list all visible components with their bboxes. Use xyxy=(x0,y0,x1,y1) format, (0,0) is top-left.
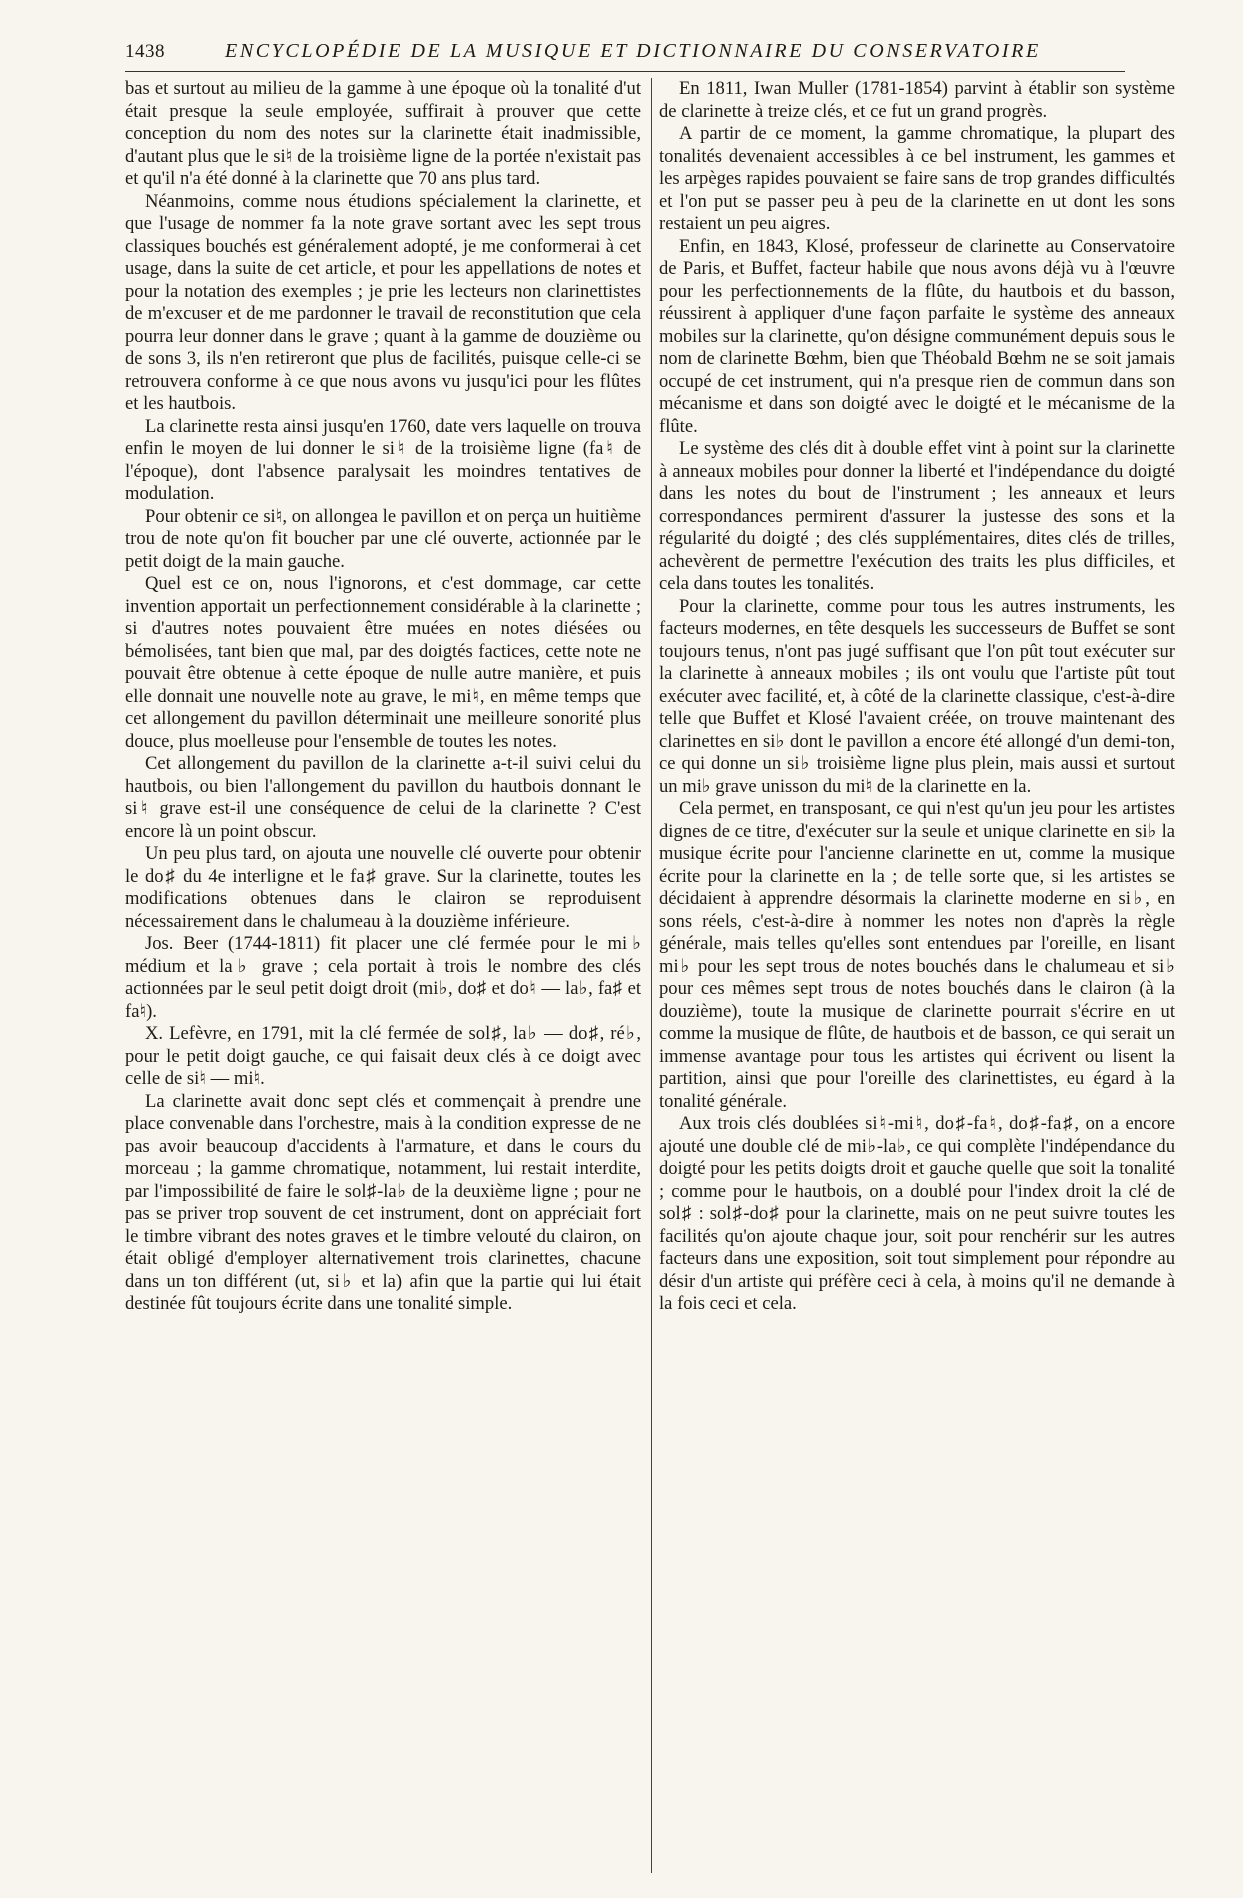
page-number: 1438 xyxy=(125,41,165,62)
paragraph: Cet allongement du pavillon de la clarinette a-t-il suivi celui du hautbois, ou bien l'allongement du pavillon du hautbois donnant le si♮ grave est-il une conséquence de celui de la clarinette ? C'est encore là un point obscur. xyxy=(125,753,641,842)
paragraph: X. Lefèvre, en 1791, mit la clé fermée de sol♯, la♭ — do♯, ré♭, pour le petit doigt gauche, ce qui faisait deux clés à ce doigt avec celle de si♮ — mi♮. xyxy=(125,1023,641,1089)
paragraph: Jos. Beer (1744-1811) fit placer une clé fermée pour le mi♭ médium et la♭ grave ; cela portait à trois le nombre des clés actionnées par le seul petit doigt droit (mi♭, do♯ et do♮ — la♭, fa♯ et fa♮). xyxy=(125,933,641,1022)
paragraph: La clarinette avait donc sept clés et commençait à prendre une place convenable dans l'orchestre, mais à la condition expresse de ne pas avoir beaucoup d'accidents à l'armature, et dans le cours du morceau ; la gamme chromatique, notamment, lui restait interdite, par l'impossibilité de faire le sol♯-la♭ de la deuxième ligne ; pour ne pas se priver trop souvent de cet instrument, dont on appréciait fort le timbre vibrant des notes graves et le timbre velouté du clairon, on était obligé d'employer alternativement trois clarinettes, chacune dans un ton différent (ut, si♭ et la) afin que la partie qui lui était destinée fût toujours écrite dans une tonalité simple. xyxy=(125,1090,641,1314)
header-rule xyxy=(125,71,1125,72)
paragraph: Cela permet, en transposant, ce qui n'est qu'un jeu pour les artistes dignes de ce titre, d'exécuter sur la seule et unique clarinette en si♭ la musique écrite pour l'ancienne clarinette en ut, comme la musique écrite pour la clarinette en la ; de telle sorte que, si les artistes se décidaient à apprendre désormais la clarinette moderne en si♭, en sons réels, c'est-à-dire à nommer les notes non d'après la règle générale, mais telles qu'elles sont entendues par l'oreille, en lisant mi♭ pour les sept trous de notes bouchés dans le chalumeau et si♭ pour ces mêmes sept trous de notes bouchés dans le clairon (à la douzième), toute la musique de clarinette pourrait s'écrire en ut comme la musique de flûte, de hautbois et de basson, ce qui serait un immense avantage pour tous les artistes qui écrivent ou lisent la partition, ainsi que pour l'oreille des clarinettistes, eu égard à la tonalité générale. xyxy=(659,798,1175,1112)
paragraph: bas et surtout au milieu de la gamme à une époque où la tonalité d'ut était presque la seule employée, suffirait à prouver que cette conception du nom des notes sur la clarinette était inadmissible, d'autant plus que le si♮ de la troisième ligne de la portée n'existait pas et qu'il n'a été donné à la clarinette que 70 ans plus tard. xyxy=(125,78,641,189)
paragraph: Pour obtenir ce si♮, on allongea le pavillon et on perça un huitième trou de note qu'on fit boucher par une clé ouverte, actionnée par le petit doigt de la main gauche. xyxy=(125,505,641,572)
paragraph: Aux trois clés doublées si♮-mi♮, do♯-fa♮, do♯-fa♯, on a encore ajouté une double clé de mi♭-la♭, ce qui complète l'indépendance du doigté pour les petits doigts droit et gauche quelle que soit la tonalité ; comme pour le hautbois, on a doublé pour l'index droit la clé de sol♯ : sol♯-do♯ pour la clarinette, mais on ne peut suivre toutes les facilités qu'on ajoute chaque jour, soit pour renchérir sur les autres facteurs dans une exposition, soit tout simplement pour répondre au désir d'un artiste qui préfère ceci à cela, à moins qu'il ne demande à la fois ceci et cela. xyxy=(659,1113,1175,1314)
paragraph: La clarinette resta ainsi jusqu'en 1760, date vers laquelle on trouva enfin le moyen de lui donner le si♮ de la troisième ligne (fa♮ de l'époque), dont l'absence paralysait les moindres tentatives de modulation. xyxy=(125,415,641,504)
running-title: ENCYCLOPÉDIE DE LA MUSIQUE ET DICTIONNAIRE DU CONSERVATOIRE xyxy=(225,40,1041,62)
right-column xyxy=(659,78,1175,1316)
paragraph: Quel est ce on, nous l'ignorons, et c'est dommage, car cette invention apportait un perfectionnement considérable à la clarinette ; si d'autres notes pouvaient être muées en notes diésées ou bémolisées, tant bien que mal, par des doigtés factices, cette note ne pouvait être obtenue à cette époque de nulle autre manière, et puis elle donnait une nouvelle note au grave, le mi♮, en même temps que cet allongement du pavillon déterminait une meilleure sonorité plus douce, plus moelleuse pour l'ensemble de toutes les notes. xyxy=(125,573,641,752)
paragraph: Le système des clés dit à double effet vint à point sur la clarinette à anneaux mobiles pour donner la liberté et l'indépendance du doigté dans les notes du bout de l'instrument ; les anneaux et leurs correspondances permirent d'assurer la justesse des sons et la régularité du doigté ; des clés supplémentaires, dites clés de trilles, achevèrent de permettre l'exécution des traits les plus difficiles, et cela dans toutes les tonalités. xyxy=(659,438,1175,594)
paragraph: Un peu plus tard, on ajouta une nouvelle clé ouverte pour obtenir le do♯ du 4e interligne et le fa♯ grave. Sur la clarinette, toutes les modifications obtenues dans le clairon se reproduisent nécessairement dans le chalumeau à la douzième inférieure. xyxy=(125,843,641,932)
column-divider xyxy=(651,78,652,1873)
paragraph: Pour la clarinette, comme pour tous les autres instruments, les facteurs modernes, en tête desquels les successeurs de Buffet se sont toujours tenus, n'ont pas jugé suffisant que l'on pût tout exécuter sur la clarinette à anneaux mobiles ; ils ont voulu que l'artiste pût tout exécuter avec facilité, et, à côté de la clarinette classique, c'est-à-dire telle que Buffet et Klosé l'avaient créée, on trouve maintenant des clarinettes en si♭ dont le pavillon a encore été allongé d'un demi-ton, ce qui donne un si♭ troisième ligne plus plein, mais aussi et surtout un mi♭ grave unisson du mi♮ de la clarinette en la. xyxy=(659,595,1175,797)
paragraph: En 1811, Iwan Muller (1781-1854) parvint à établir son système de clarinette à treize clés, et ce fut un grand progrès. xyxy=(659,78,1175,122)
paragraph: A partir de ce moment, la gamme chromatique, la plupart des tonalités devenaient accessibles à ce bel instrument, les gammes et les arpèges rapides pouvaient se faire sans de trop grandes difficultés et l'on put se passer peu à peu de la clarinette en ut dont les sons restaient un peu aigres. xyxy=(659,123,1175,234)
paragraph: Enfin, en 1843, Klosé, professeur de clarinette au Conservatoire de Paris, et Buffet, facteur habile que nous avons déjà vu à l'œuvre pour les perfectionnements de la flûte, du hautbois et du basson, réussirent à appliquer d'une façon parfaite le système des anneaux mobiles sur la clarinette, qu'on désigne communément depuis sous le nom de clarinette Bœhm, bien que Théobald Bœhm ne se soit jamais occupé de cet instrument, qui n'a presque rien de commun dans son mécanisme et dans son doigté avec le doigté et le mécanisme de la flûte. xyxy=(659,235,1175,437)
paragraph: Néanmoins, comme nous étudions spécialement la clarinette, et que l'usage de nommer fa la note grave sortant avec les sept trous classiques bouchés est généralement adopté, je me conformerai à cet usage, dans la suite de cet article, et pour les appellations de notes et pour la notation des exemples ; je prie les lecteurs non clarinettistes de m'excuser et de me pardonner le travail de reconstitution que cela pourra leur donner dans le grave ; quant à la gamme de douzième ou de sons 3, ils n'en retireront que plus de facilités, puisque celle-ci se retrouvera conforme à ce que nous avons vu jusqu'ici pour les flûtes et les hautbois. xyxy=(125,190,641,414)
left-column xyxy=(125,78,641,1316)
page-header xyxy=(125,40,1125,66)
